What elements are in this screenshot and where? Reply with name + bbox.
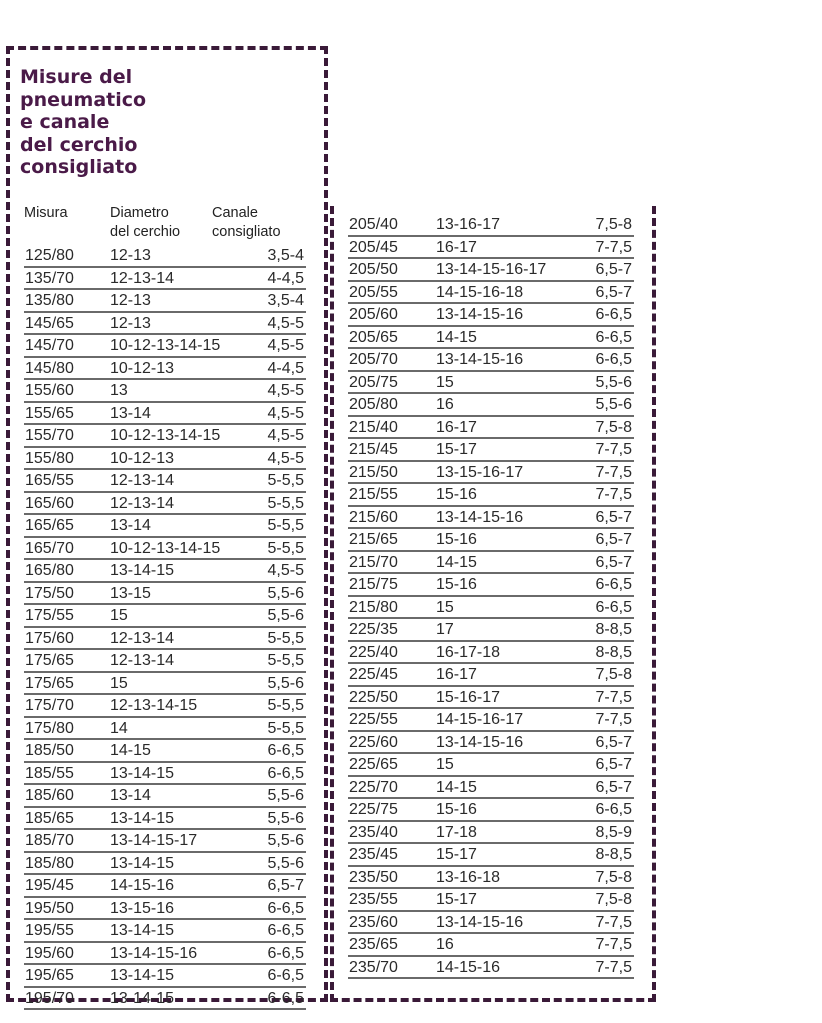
table-row: [24, 650, 306, 673]
table-row: [348, 597, 634, 620]
rim-diameter-cell: 15-16: [436, 801, 477, 818]
tire-size-cell: 225/55: [349, 711, 398, 728]
rim-diameter-cell: 13-14-15-16: [436, 351, 524, 368]
rim-diameter-cell: 12-13-14: [110, 494, 175, 512]
rim-diameter-cell: 12-13: [110, 292, 151, 309]
title-line: pneumatico: [20, 88, 147, 111]
rim-channel-cell: 4,5-5: [267, 382, 304, 399]
rim-channel-cell: 7,5-8: [595, 216, 632, 233]
rim-diameter-cell: 16: [436, 396, 454, 413]
table-row: [24, 358, 306, 381]
tire-size-cell: 195/70: [25, 989, 74, 1007]
table-row: [348, 214, 634, 237]
table-row: [24, 718, 306, 741]
rim-diameter-cell: 13-14-15: [110, 922, 175, 939]
rim-diameter-cell: 15: [110, 674, 128, 692]
rim-channel-cell: 4,5-5: [267, 449, 304, 467]
rim-channel-cell: 8,5-9: [595, 823, 632, 841]
rim-diameter-cell: 14-15: [110, 742, 151, 759]
rim-channel-cell: 5,5-6: [267, 674, 304, 692]
rim-diameter-cell: 13-14-15-16: [436, 913, 524, 931]
rim-channel-cell: 6,5-7: [595, 778, 632, 796]
rim-diameter-cell: 13-14: [110, 787, 151, 804]
rim-diameter-cell: 14-15: [436, 328, 477, 346]
table-row: [348, 777, 634, 800]
table-row: [348, 304, 634, 327]
rim-diameter-cell: 13-16-18: [436, 868, 501, 886]
rim-diameter-cell: 10-12-13-14-15: [110, 539, 221, 557]
rim-diameter-cell: 13-14-15: [110, 809, 175, 827]
rim-channel-cell: 6,5-7: [595, 261, 632, 278]
rim-channel-cell: 5,5-6: [595, 373, 632, 391]
table-row: [348, 709, 634, 732]
rim-channel-cell: 7-7,5: [595, 486, 632, 503]
table-row: [348, 822, 634, 845]
rim-diameter-cell: 15-16: [436, 531, 477, 548]
tire-size-cell: 235/60: [349, 913, 398, 931]
table-row: [24, 515, 306, 538]
tire-size-cell: 205/70: [349, 351, 398, 368]
rim-diameter-cell: 13-15: [110, 584, 151, 602]
rim-diameter-cell: 15-17: [436, 846, 477, 863]
rim-diameter-cell: 16-17: [436, 666, 477, 683]
page-title: [20, 66, 146, 179]
rim-channel-cell: 6-6,5: [267, 922, 304, 939]
rim-diameter-cell: 12-13: [110, 314, 151, 332]
tire-size-cell: 215/50: [349, 463, 398, 481]
title-line: del cerchio: [20, 133, 138, 156]
table-row: [348, 889, 634, 912]
rim-diameter-cell: 10-12-13: [110, 449, 175, 467]
rim-channel-cell: 7,5-8: [595, 891, 632, 908]
table-row: [24, 808, 306, 831]
tire-size-cell: 155/65: [25, 404, 74, 422]
table-row: [24, 988, 306, 1011]
table-row: [24, 448, 306, 471]
rim-channel-cell: 5-5,5: [267, 652, 304, 669]
table-row: [348, 754, 634, 777]
column-header-canale: [212, 204, 281, 242]
table-row: [348, 282, 634, 305]
tire-size-cell: 165/55: [25, 472, 74, 489]
rim-channel-cell: 7,5-8: [595, 666, 632, 683]
column-header-line: Canale: [212, 205, 258, 221]
tire-size-cell: 225/65: [349, 756, 398, 773]
table-row: [24, 830, 306, 853]
table-row: [24, 583, 306, 606]
tire-size-cell: 145/80: [25, 359, 74, 377]
tire-size-cell: 205/80: [349, 396, 398, 413]
rim-diameter-cell: 13-14-15-16: [436, 508, 524, 526]
table-row: [348, 619, 634, 642]
rim-channel-cell: 7-7,5: [595, 688, 632, 706]
rim-diameter-cell: 15-16: [436, 486, 477, 503]
table-row: [348, 372, 634, 395]
rim-diameter-cell: 14: [110, 719, 128, 737]
rim-channel-cell: 6-6,5: [595, 351, 632, 368]
rim-channel-cell: 6-6,5: [267, 967, 304, 984]
tire-size-cell: 205/55: [349, 283, 398, 301]
rim-channel-cell: 7-7,5: [595, 913, 632, 931]
table-row: [348, 664, 634, 687]
table-row: [24, 763, 306, 786]
tire-size-cell: 185/60: [25, 787, 74, 804]
rim-diameter-cell: 16: [436, 936, 454, 953]
tire-size-cell: 195/60: [25, 944, 74, 962]
table-row: [24, 605, 306, 628]
rim-channel-cell: 5,5-6: [267, 854, 304, 872]
rim-diameter-cell: 16-17: [436, 238, 477, 256]
rim-channel-cell: 6-6,5: [595, 801, 632, 818]
rim-diameter-cell: 13-15-16: [110, 899, 175, 917]
title-line: consigliato: [20, 156, 138, 178]
tire-size-cell: 175/80: [25, 719, 74, 737]
table-row: [24, 560, 306, 583]
rim-channel-cell: 8-8,5: [595, 621, 632, 638]
table-row: [24, 290, 306, 313]
title-line: e canale: [20, 111, 110, 133]
tire-table-right: [348, 214, 634, 979]
tire-size-cell: 215/75: [349, 576, 398, 593]
rim-diameter-cell: 16-17: [436, 418, 477, 436]
rim-diameter-cell: 12-13-14: [110, 629, 175, 647]
rim-channel-cell: 4-4,5: [267, 359, 304, 377]
rim-channel-cell: 3,5-4: [267, 247, 304, 264]
tire-size-cell: 215/60: [349, 508, 398, 526]
rim-channel-cell: 6-6,5: [595, 306, 632, 323]
rim-channel-cell: 8-8,5: [595, 846, 632, 863]
tire-size-cell: 165/60: [25, 494, 74, 512]
rim-diameter-cell: 13-14-15-16: [436, 733, 524, 751]
table-row: [348, 934, 634, 957]
rim-channel-cell: 5-5,5: [267, 517, 304, 534]
column-header-line: Misura: [24, 205, 68, 221]
tire-size-cell: 225/75: [349, 801, 398, 818]
rim-channel-cell: 7-7,5: [595, 958, 632, 976]
rim-channel-cell: 6,5-7: [595, 553, 632, 571]
rim-diameter-cell: 13-14: [110, 404, 151, 422]
tire-size-cell: 145/70: [25, 337, 74, 354]
column-header-diametro: [110, 204, 180, 242]
tire-size-cell: 165/65: [25, 517, 74, 534]
tire-size-cell: 135/80: [25, 292, 74, 309]
rim-channel-cell: 6,5-7: [595, 508, 632, 526]
table-row: [348, 439, 634, 462]
tire-size-cell: 215/55: [349, 486, 398, 503]
rim-diameter-cell: 13-14-15: [110, 967, 175, 984]
tire-size-cell: 145/65: [25, 314, 74, 332]
tire-size-cell: 165/70: [25, 539, 74, 557]
table-row: [348, 912, 634, 935]
rim-diameter-cell: 10-12-13: [110, 359, 175, 377]
tire-size-cell: 225/60: [349, 733, 398, 751]
rim-channel-cell: 5,5-6: [267, 607, 304, 624]
title-line: Misure del: [20, 66, 133, 88]
tire-size-cell: 175/70: [25, 697, 74, 714]
rim-diameter-cell: 10-12-13-14-15: [110, 427, 221, 444]
rim-channel-cell: 7-7,5: [595, 463, 632, 481]
tire-size-cell: 225/40: [349, 643, 398, 661]
rim-diameter-cell: 15: [436, 598, 454, 616]
tire-size-cell: 175/60: [25, 629, 74, 647]
rim-channel-cell: 6-6,5: [595, 576, 632, 593]
tire-size-cell: 125/80: [25, 247, 74, 264]
rim-diameter-cell: 13-14-15: [110, 764, 175, 782]
rim-diameter-cell: 12-13-14: [110, 269, 175, 287]
tire-size-cell: 205/45: [349, 238, 398, 256]
column-header-line: consigliato: [212, 224, 281, 240]
rim-channel-cell: 5,5-6: [267, 832, 304, 849]
tire-size-cell: 215/70: [349, 553, 398, 571]
rim-channel-cell: 6,5-7: [595, 531, 632, 548]
tire-size-cell: 185/80: [25, 854, 74, 872]
table-row: [348, 394, 634, 417]
rim-diameter-cell: 14-15-16: [110, 877, 175, 894]
table-row: [348, 844, 634, 867]
rim-channel-cell: 7-7,5: [595, 711, 632, 728]
rim-channel-cell: 6-6,5: [267, 764, 304, 782]
rim-channel-cell: 6,5-7: [267, 877, 304, 894]
rim-channel-cell: 7-7,5: [595, 441, 632, 458]
column-header-line: Diametro: [110, 205, 169, 221]
rim-channel-cell: 5-5,5: [267, 494, 304, 512]
rim-channel-cell: 5,5-6: [267, 787, 304, 804]
tire-size-cell: 235/40: [349, 823, 398, 841]
table-row: [24, 673, 306, 696]
table-row: [24, 268, 306, 291]
rim-channel-cell: 5-5,5: [267, 472, 304, 489]
tire-size-cell: 205/60: [349, 306, 398, 323]
rim-channel-cell: 6-6,5: [595, 328, 632, 346]
tire-size-cell: 175/55: [25, 607, 74, 624]
table-row: [24, 380, 306, 403]
table-row: [24, 875, 306, 898]
rim-channel-cell: 6-6,5: [267, 989, 304, 1007]
table-row: [24, 493, 306, 516]
rim-channel-cell: 6,5-7: [595, 733, 632, 751]
rim-diameter-cell: 15: [436, 756, 454, 773]
column-header-misura: [24, 204, 68, 223]
rim-diameter-cell: 13-16-17: [436, 216, 501, 233]
table-row: [348, 417, 634, 440]
rim-channel-cell: 4,5-5: [267, 427, 304, 444]
tire-size-cell: 195/45: [25, 877, 74, 894]
rim-diameter-cell: 13-14-15-17: [110, 832, 198, 849]
rim-diameter-cell: 15-16: [436, 576, 477, 593]
rim-diameter-cell: 17: [436, 621, 454, 638]
rim-channel-cell: 4,5-5: [267, 337, 304, 354]
table-row: [24, 335, 306, 358]
rim-diameter-cell: 13-14: [110, 517, 151, 534]
tire-size-cell: 155/80: [25, 449, 74, 467]
rim-diameter-cell: 13-14-15: [110, 562, 175, 579]
table-row: [348, 259, 634, 282]
table-row: [24, 740, 306, 763]
tire-size-cell: 175/50: [25, 584, 74, 602]
tire-size-cell: 205/65: [349, 328, 398, 346]
tire-size-cell: 135/70: [25, 269, 74, 287]
table-row: [24, 538, 306, 561]
table-row: [24, 965, 306, 988]
column-header-line: del cerchio: [110, 224, 181, 240]
tire-size-cell: 235/45: [349, 846, 398, 863]
table-row: [24, 695, 306, 718]
table-row: [24, 898, 306, 921]
table-row: [348, 574, 634, 597]
rim-diameter-cell: 12-13-14-15: [110, 697, 198, 714]
tire-size-cell: 225/45: [349, 666, 398, 683]
rim-channel-cell: 7,5-8: [595, 868, 632, 886]
rim-diameter-cell: 14-15-16-17: [436, 711, 524, 728]
rim-diameter-cell: 14-15: [436, 553, 477, 571]
rim-channel-cell: 6,5-7: [595, 756, 632, 773]
rim-diameter-cell: 15-17: [436, 891, 477, 908]
rim-channel-cell: 5-5,5: [267, 697, 304, 714]
rim-diameter-cell: 13-14-15-16: [436, 306, 524, 323]
rim-channel-cell: 6-6,5: [267, 899, 304, 917]
tire-size-cell: 195/50: [25, 899, 74, 917]
rim-diameter-cell: 14-15: [436, 778, 477, 796]
tire-size-cell: 235/50: [349, 868, 398, 886]
table-row: [348, 642, 634, 665]
table-row: [24, 425, 306, 448]
rim-channel-cell: 4,5-5: [267, 404, 304, 422]
rim-channel-cell: 5,5-6: [267, 584, 304, 602]
tire-size-cell: 215/65: [349, 531, 398, 548]
tire-size-cell: 205/75: [349, 373, 398, 391]
table-row: [24, 628, 306, 651]
table-row: [24, 470, 306, 493]
rim-channel-cell: 7-7,5: [595, 238, 632, 256]
rim-diameter-cell: 13-15-16-17: [436, 463, 524, 481]
tire-size-cell: 235/55: [349, 891, 398, 908]
tire-size-cell: 185/50: [25, 742, 74, 759]
tire-size-cell: 175/65: [25, 652, 74, 669]
table-row: [348, 687, 634, 710]
rim-diameter-cell: 12-13: [110, 247, 151, 264]
tire-size-cell: 195/55: [25, 922, 74, 939]
rim-channel-cell: 4-4,5: [267, 269, 304, 287]
rim-channel-cell: 6-6,5: [267, 944, 304, 962]
tire-size-cell: 205/50: [349, 261, 398, 278]
tire-size-cell: 215/40: [349, 418, 398, 436]
rim-channel-cell: 5,5-6: [267, 809, 304, 827]
rim-channel-cell: 3,5-4: [267, 292, 304, 309]
tire-size-cell: 225/35: [349, 621, 398, 638]
tire-size-cell: 185/65: [25, 809, 74, 827]
rim-channel-cell: 6-6,5: [267, 742, 304, 759]
tire-size-cell: 215/80: [349, 598, 398, 616]
tire-size-cell: 235/70: [349, 958, 398, 976]
table-row: [24, 313, 306, 336]
rim-diameter-cell: 13-14-15-16: [110, 944, 198, 962]
rim-diameter-cell: 12-13-14: [110, 652, 175, 669]
table-row: [348, 349, 634, 372]
tire-size-cell: 185/55: [25, 764, 74, 782]
rim-diameter-cell: 10-12-13-14-15: [110, 337, 221, 354]
table-row: [24, 403, 306, 426]
tire-table-left: [24, 245, 306, 1010]
tire-size-cell: 225/70: [349, 778, 398, 796]
table-row: [348, 462, 634, 485]
rim-diameter-cell: 13-14-15: [110, 989, 175, 1007]
rim-channel-cell: 6,5-7: [595, 283, 632, 301]
rim-channel-cell: 4,5-5: [267, 562, 304, 579]
rim-diameter-cell: 13: [110, 382, 128, 399]
rim-channel-cell: 8-8,5: [595, 643, 632, 661]
rim-diameter-cell: 15: [436, 373, 454, 391]
table-row: [348, 552, 634, 575]
table-row: [24, 245, 306, 268]
rim-diameter-cell: 15-16-17: [436, 688, 501, 706]
rim-diameter-cell: 15: [110, 607, 128, 624]
rim-channel-cell: 4,5-5: [267, 314, 304, 332]
rim-diameter-cell: 15-17: [436, 441, 477, 458]
tire-size-cell: 225/50: [349, 688, 398, 706]
table-row: [348, 867, 634, 890]
table-row: [24, 853, 306, 876]
rim-channel-cell: 7,5-8: [595, 418, 632, 436]
table-row: [348, 507, 634, 530]
rim-diameter-cell: 13-14-15: [110, 854, 175, 872]
tire-size-cell: 185/70: [25, 832, 74, 849]
table-row: [348, 529, 634, 552]
table-row: [348, 484, 634, 507]
tire-size-cell: 235/65: [349, 936, 398, 953]
table-row: [348, 957, 634, 980]
tire-size-cell: 195/65: [25, 967, 74, 984]
tire-size-cell: 155/60: [25, 382, 74, 399]
tire-size-cell: 175/65: [25, 674, 74, 692]
tire-size-cell: 155/70: [25, 427, 74, 444]
rim-channel-cell: 5-5,5: [267, 539, 304, 557]
tire-size-cell: 165/80: [25, 562, 74, 579]
rim-diameter-cell: 13-14-15-16-17: [436, 261, 547, 278]
table-row: [24, 920, 306, 943]
rim-channel-cell: 5,5-6: [595, 396, 632, 413]
table-row: [348, 237, 634, 260]
rim-channel-cell: 5-5,5: [267, 629, 304, 647]
rim-diameter-cell: 14-15-16-18: [436, 283, 524, 301]
rim-diameter-cell: 12-13-14: [110, 472, 175, 489]
tire-size-cell: 215/45: [349, 441, 398, 458]
table-row: [24, 943, 306, 966]
table-row: [348, 799, 634, 822]
rim-diameter-cell: 17-18: [436, 823, 477, 841]
rim-diameter-cell: 14-15-16: [436, 958, 501, 976]
table-row: [24, 785, 306, 808]
tire-size-cell: 205/40: [349, 216, 398, 233]
table-row: [348, 327, 634, 350]
rim-channel-cell: 7-7,5: [595, 936, 632, 953]
table-row: [348, 732, 634, 755]
rim-diameter-cell: 16-17-18: [436, 643, 501, 661]
rim-channel-cell: 5-5,5: [267, 719, 304, 737]
rim-channel-cell: 6-6,5: [595, 598, 632, 616]
